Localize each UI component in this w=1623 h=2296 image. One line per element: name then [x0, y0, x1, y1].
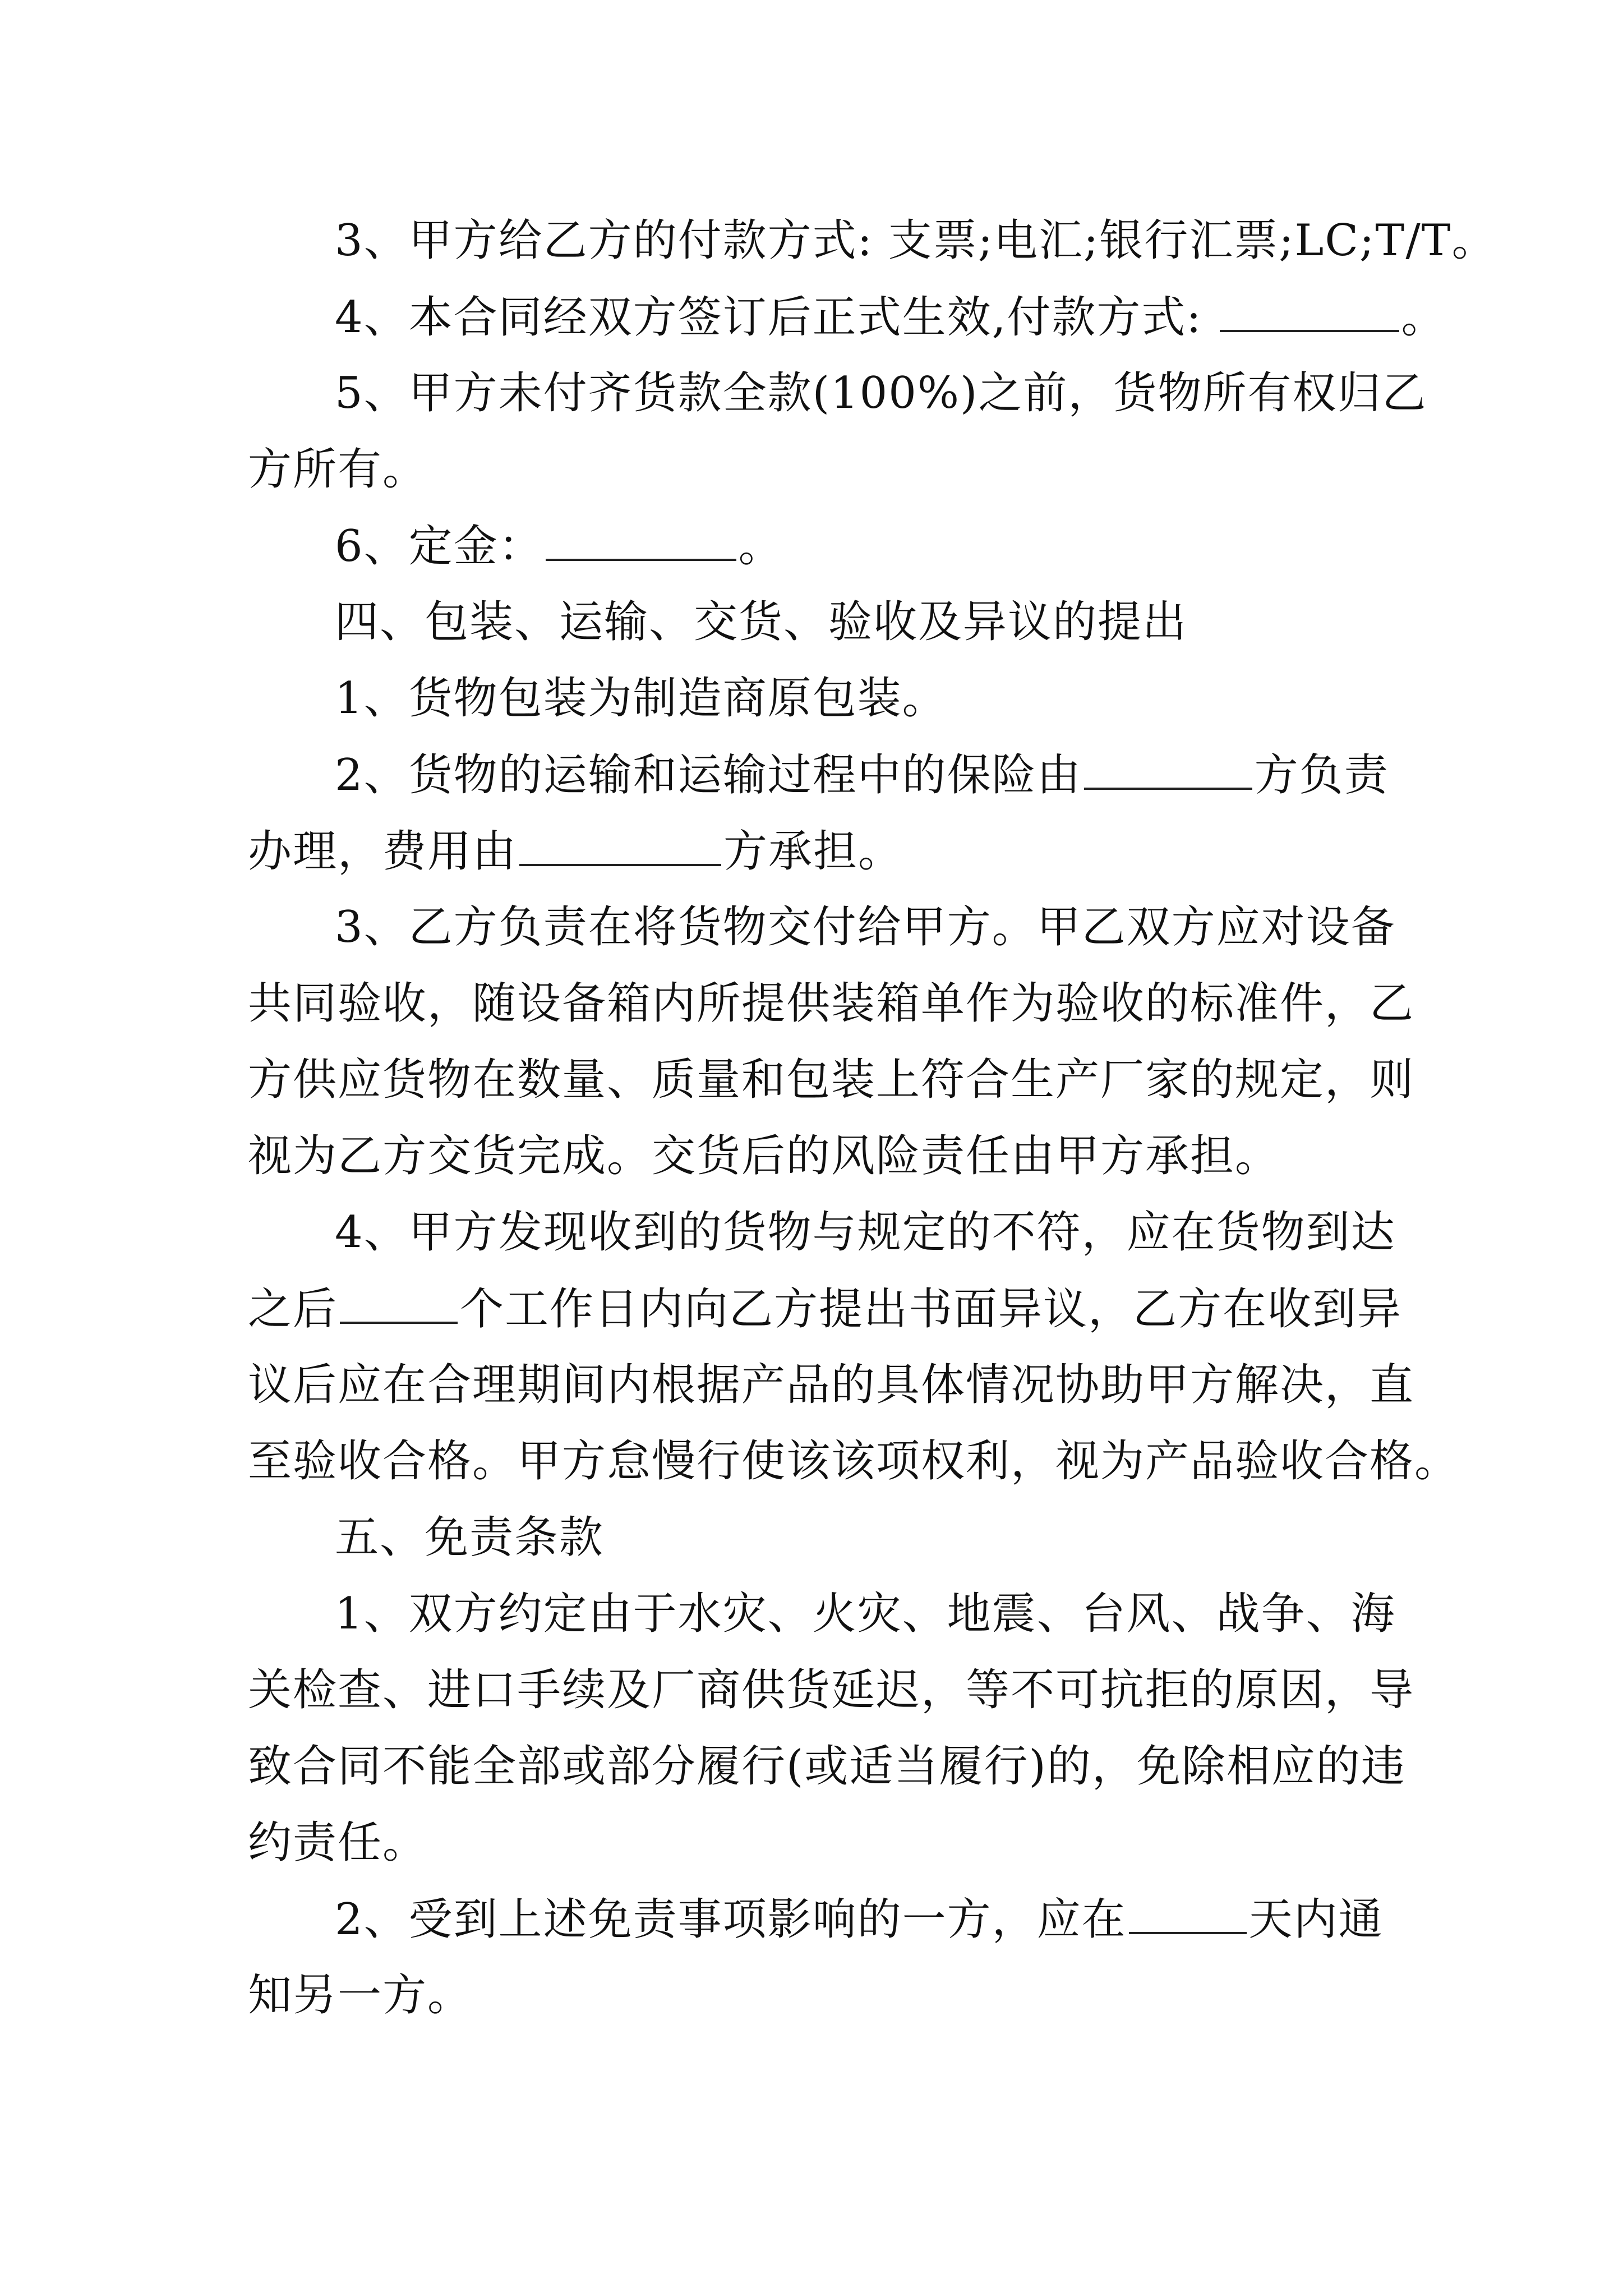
text-span: 1、货物包装为制造商原包装。	[335, 673, 947, 724]
text-span: 共同验收，随设备箱内所提供装箱单作为验收的标准件，乙	[248, 978, 1415, 1029]
fill-in-blank	[1084, 753, 1252, 790]
clause-5-ownership	[335, 368, 1427, 418]
text-span: 约责任。	[248, 1818, 428, 1868]
text-span: 5、甲方未付齐货款全款(100%)之前，货物所有权归乙	[335, 368, 1427, 418]
clause-4-3-delivery	[335, 902, 1396, 953]
text-span: 4、本合同经双方签订后正式生效,付款方式:	[335, 292, 1218, 343]
text-span: 视为乙方交货完成。交货后的风险责任由甲方承担。	[248, 1131, 1280, 1181]
text-span: 方所有。	[248, 444, 428, 495]
text-span: 四、包装、运输、交货、验收及异议的提出	[335, 597, 1188, 647]
fill-in-blank	[519, 829, 721, 866]
clause-4-1-packaging	[335, 673, 947, 724]
text-span: 。	[738, 521, 783, 572]
clause-5-1-force-majeure	[335, 1589, 1396, 1639]
section-5-heading	[335, 1512, 605, 1563]
clause-5-1-force-majeure-cont-1	[248, 1665, 1415, 1715]
clause-4-2-transport-cont	[248, 826, 903, 877]
clause-4-effective	[335, 292, 1446, 343]
clause-4-3-delivery-cont-3	[248, 1131, 1280, 1181]
fill-in-blank	[1220, 295, 1399, 332]
text-span: 五、免责条款	[335, 1512, 605, 1563]
text-span: 之后	[248, 1284, 338, 1335]
clause-5-1-force-majeure-cont-3	[248, 1818, 428, 1868]
text-span: 方承担。	[723, 826, 903, 877]
clause-6-deposit	[335, 521, 783, 572]
text-span: 3、甲方给乙方的付款方式: 支票;电汇;银行汇票;LC;T/T。	[335, 215, 1497, 266]
clause-4-4-objection-cont-2	[248, 1360, 1415, 1410]
clause-4-2-transport	[335, 750, 1389, 800]
text-span: 天内通	[1248, 1894, 1384, 1945]
section-4-heading	[335, 597, 1188, 647]
fill-in-blank	[1129, 1897, 1247, 1934]
text-span: 1、双方约定由于水灾、火灾、地震、台风、战争、海	[335, 1589, 1396, 1639]
text-span: 至验收合格。甲方怠慢行使该该项权利，视为产品验收合格。	[248, 1436, 1460, 1487]
clause-4-4-objection-cont-1	[248, 1284, 1403, 1335]
clause-5-2-notification-cont	[248, 1970, 473, 2021]
text-span: 3、乙方负责在将货物交付给甲方。甲乙双方应对设备	[335, 902, 1396, 953]
clause-4-3-delivery-cont-1	[248, 978, 1415, 1029]
text-span: 关检查、进口手续及厂商供货延迟，等不可抗拒的原因，导	[248, 1665, 1415, 1715]
text-span: 。	[1401, 292, 1446, 343]
clause-5-ownership-cont	[248, 444, 428, 495]
clause-5-2-notification	[335, 1894, 1384, 1945]
clause-4-4-objection	[335, 1207, 1396, 1258]
clause-5-1-force-majeure-cont-2	[248, 1741, 1406, 1792]
fill-in-blank	[546, 524, 736, 561]
text-span: 知另一方。	[248, 1970, 473, 2021]
text-span: 个工作日内向乙方提出书面异议，乙方在收到异	[460, 1284, 1403, 1335]
text-span: 方供应货物在数量、质量和包装上符合生产厂家的规定，则	[248, 1055, 1415, 1105]
text-span: 办理，费用由	[248, 826, 518, 877]
text-span: 议后应在合理期间内根据产品的具体情况协助甲方解决，直	[248, 1360, 1415, 1410]
text-span: 致合同不能全部或部分履行(或适当履行)的，免除相应的违	[248, 1741, 1406, 1792]
clause-3-payment-methods	[335, 215, 1497, 266]
text-span: 2、货物的运输和运输过程中的保险由	[335, 750, 1082, 800]
text-span: 6、定金：	[335, 521, 543, 572]
text-span: 2、受到上述免责事项影响的一方，应在	[335, 1894, 1127, 1945]
text-span: 4、甲方发现收到的货物与规定的不符，应在货物到达	[335, 1207, 1396, 1258]
clause-4-3-delivery-cont-2	[248, 1055, 1415, 1105]
clause-4-4-objection-cont-3	[248, 1436, 1460, 1487]
text-span: 方负责	[1254, 750, 1389, 800]
fill-in-blank	[340, 1287, 458, 1324]
